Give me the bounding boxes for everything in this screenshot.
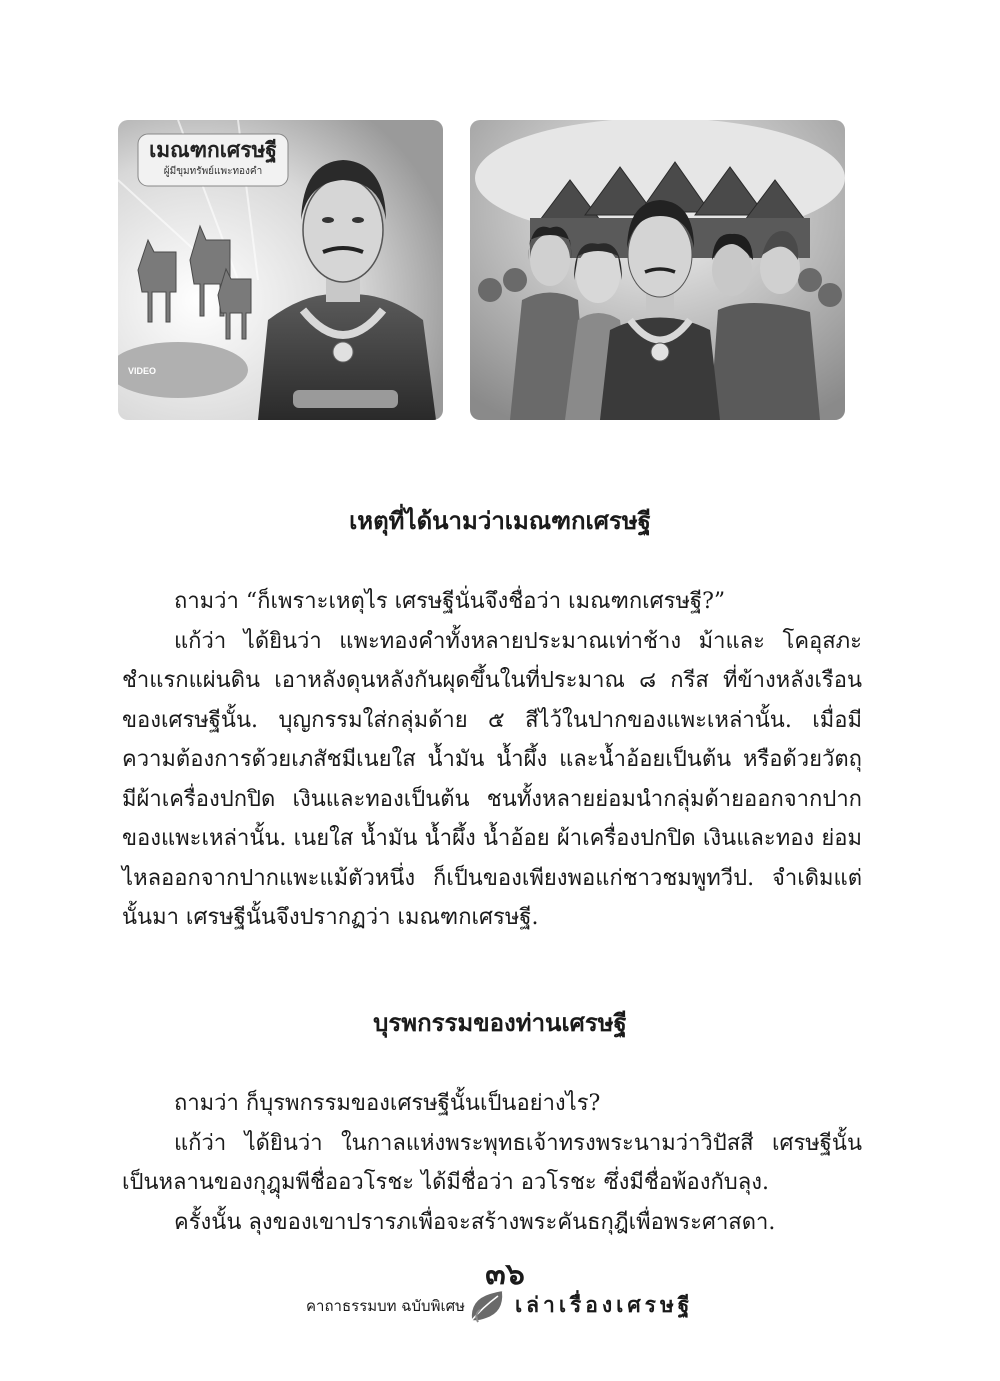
book-title: คาถาธรรมบท ฉบับพิเศษ: [306, 1297, 465, 1315]
leaf-icon: [468, 1288, 506, 1324]
caption-box: [138, 136, 288, 180]
caption-subtitle: ผู้มีขุมทรัพย์แพะทองคำ: [163, 166, 263, 177]
section-heading-name-origin: เหตุที่ได้นามว่าเมณฑกเศรษฐี: [349, 506, 651, 535]
section-body-name-origin: [122, 582, 862, 938]
illustration-household-group: [470, 120, 845, 420]
paragraph-answer: แก้ว่า ได้ยินว่า ในกาลแห่งพระพุทธเจ้าทรงพระนามว่าวิปัสสี เศรษฐีนั้น เป็นหลานของกุฎุมพีชื่ออวโรชะ ได้มีชื่อว่า อวโรชะ ซึ่งมีชื่อพ้องกับลุง.: [122, 1130, 862, 1195]
illustration-menthaka-portrait: [118, 120, 443, 420]
caption-title: เมณฑกเศรษฐี: [149, 137, 277, 162]
paragraph-continuation: ครั้งนั้น ลุงของเขาปรารภเพื่อจะสร้างพระคันธกุฎีเพื่อพระศาสดา.: [174, 1209, 776, 1235]
paragraph-answer: แก้ว่า ได้ยินว่า แพะทองคำทั้งหลายประมาณเท่าช้าง ม้าและ โคอุสภะ ชำแรกแผ่นดิน เอาหลังดุนหลังกันผุดขึ้นในที่ประมาณ ๘ กรีส ที่ข้างหลังเรือน ของเศรษฐีนั้น. บุญกรรมใส่กลุ่มด้าย ๕ สีไว้ในปากของแพะเหล่านั้น. เมื่อมี ความต้องการด้วยเภสัชมีเนยใส น้ำมัน น้ำผึ้ง และน้ำอ้อยเป็นต้น หรือด้วยวัตถุ มีผ้าเครื่องปกปิด เงินและทองเป็นต้น ชนทั้งหลายย่อมนำกลุ่มด้ายออกจากปาก ของแพะเหล่านั้น. เนยใส น้ำมัน น้ำผึ้ง น้ำอ้อย ผ้าเครื่องปกปิด เงินและทอง ย่อมไหลออกจากปากแพะแม้ตัวหนึ่ง ก็เป็นของเพียงพอแก่ชาวชมพูทวีป. จำเดิมแต่นั้นมา เศรษฐีนั้นจึงปรากฏว่า เมณฑกเศรษฐี.: [122, 628, 862, 930]
section-heading-past-karma: บุรพกรรมของท่านเศรษฐี: [373, 1008, 627, 1037]
video-badge: VIDEO: [128, 366, 157, 376]
page-footer: [0, 1257, 1000, 1330]
section-body-past-karma: [122, 1084, 862, 1242]
series-title: เล่าเรื่องเศรษฐี: [515, 1292, 694, 1317]
group-drawing: [470, 120, 845, 420]
paragraph-question: ถามว่า “ก็เพราะเหตุไร เศรษฐีนั่นจึงชื่อว่า เมณฑกเศรษฐี?”: [174, 589, 726, 614]
page-number: ๓๖: [485, 1257, 525, 1292]
paragraph-question: ถามว่า ก็บุรพกรรมของเศรษฐีนั้นเป็นอย่างไร?: [174, 1091, 601, 1116]
